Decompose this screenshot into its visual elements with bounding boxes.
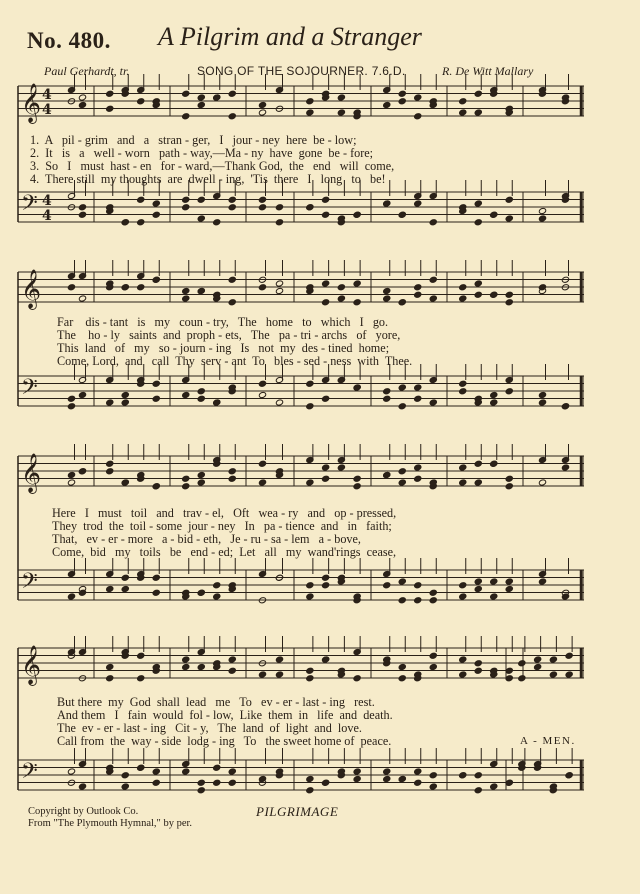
note-head — [152, 395, 160, 402]
note-head — [121, 399, 129, 406]
note-head — [474, 667, 482, 674]
copyright-line: Copyright by Outlook Co. — [28, 806, 139, 817]
note-head — [152, 768, 160, 775]
note-head — [474, 90, 482, 97]
note-head — [306, 775, 314, 782]
note-head — [505, 585, 513, 592]
note-head — [306, 675, 314, 682]
note-head — [353, 775, 361, 782]
note-head — [414, 464, 422, 471]
note-head — [414, 597, 422, 604]
note-head — [459, 380, 467, 387]
note-head — [429, 589, 437, 596]
note-head — [337, 284, 345, 291]
note-head — [505, 196, 513, 203]
note-head — [459, 479, 467, 486]
note-head — [275, 656, 283, 663]
note-head — [258, 391, 266, 398]
note-head — [137, 652, 145, 659]
note-head — [398, 597, 406, 604]
note-head — [322, 395, 330, 402]
time-signature: 4 — [42, 208, 52, 224]
note-head — [538, 215, 546, 222]
note-head — [383, 471, 391, 478]
note-head — [490, 211, 498, 218]
note-head — [152, 779, 160, 786]
note-head — [414, 113, 422, 120]
note-head — [106, 663, 114, 670]
note-head — [152, 589, 160, 596]
note-head — [538, 207, 546, 214]
note-head — [182, 391, 190, 398]
note-head — [474, 219, 482, 226]
note-head — [459, 98, 467, 105]
note-head — [121, 772, 129, 779]
note-head — [353, 384, 361, 391]
treble-clef-icon: 𝄞 — [21, 269, 42, 309]
note-head — [322, 574, 330, 581]
note-head — [337, 464, 345, 471]
note-head — [459, 388, 467, 395]
note-head — [490, 578, 498, 585]
note-head — [353, 211, 361, 218]
note-head — [490, 391, 498, 398]
note-head — [197, 196, 205, 203]
note-head — [121, 574, 129, 581]
note-head — [429, 295, 437, 302]
note-head — [459, 593, 467, 600]
treble-clef-icon: 𝄞 — [21, 645, 42, 685]
note-head — [398, 211, 406, 218]
note-head — [67, 479, 75, 486]
note-head — [197, 779, 205, 786]
note-head — [322, 475, 330, 482]
note-head — [197, 94, 205, 101]
tune-meter: SONG OF THE SOJOURNER. 7.6.D. — [197, 64, 406, 78]
note-head — [275, 280, 283, 287]
note-head — [459, 295, 467, 302]
note-head — [414, 200, 422, 207]
note-head — [322, 196, 330, 203]
note-head — [459, 772, 467, 779]
note-head — [78, 391, 86, 398]
note-head — [182, 656, 190, 663]
note-head — [337, 94, 345, 101]
clefs — [21, 83, 52, 789]
note-head — [152, 380, 160, 387]
note-head — [137, 196, 145, 203]
note-head — [322, 582, 330, 589]
note-head — [121, 585, 129, 592]
note-head — [228, 204, 236, 211]
note-head — [197, 471, 205, 478]
note-head — [474, 479, 482, 486]
note-head — [306, 593, 314, 600]
copyright-note — [28, 806, 192, 830]
note-head — [213, 593, 221, 600]
note-head — [353, 768, 361, 775]
note-head — [383, 200, 391, 207]
source-line: From "The Plymouth Hymnal," by per. — [28, 818, 193, 829]
bass-clef-icon: 𝄢 — [21, 191, 38, 221]
note-head — [322, 280, 330, 287]
note-head — [275, 671, 283, 678]
note-head — [474, 585, 482, 592]
verse-line: Call from the way - side lodg - ing To the sweet home of peace. — [57, 734, 392, 748]
note-head — [67, 395, 75, 402]
note-head — [414, 284, 422, 291]
note-head — [429, 276, 437, 283]
note-head — [383, 582, 391, 589]
note-head — [398, 479, 406, 486]
amen-label: A - MEN. — [520, 735, 576, 747]
note-head — [459, 109, 467, 116]
note-head — [383, 775, 391, 782]
note-head — [353, 483, 361, 490]
note-head — [197, 287, 205, 294]
note-head — [213, 399, 221, 406]
note-head — [337, 295, 345, 302]
note-head — [505, 578, 513, 585]
hymn-number: No. 480. — [27, 28, 111, 53]
note-head — [414, 384, 422, 391]
verse-line: 1. A pil - grim and a stran - ger, I jour - ney here be - low; — [30, 133, 357, 147]
tune-name: PILGRIMAGE — [256, 804, 339, 819]
note-head — [197, 479, 205, 486]
note-head — [429, 399, 437, 406]
note-head — [383, 388, 391, 395]
note-head — [106, 399, 114, 406]
note-head — [106, 460, 114, 467]
note-head — [275, 399, 283, 406]
note-head — [213, 582, 221, 589]
note-head — [549, 656, 557, 663]
note-head — [429, 652, 437, 659]
note-head — [322, 464, 330, 471]
note-head — [429, 783, 437, 790]
verse-line: Far dis - tant is my coun - try, The home to which I go. — [57, 315, 389, 329]
note-head — [182, 663, 190, 670]
hymn-title: A Pilgrim and a Stranger — [158, 22, 422, 51]
note-head — [106, 675, 114, 682]
note-head — [429, 772, 437, 779]
verse-line: Come, Lord, and call Thy serv - ant To bles - sed - ness with Thee. — [57, 354, 413, 368]
note-head — [474, 772, 482, 779]
verse-line: And them I fain would fol - low, Like them in life and death. — [57, 708, 393, 722]
note-head — [67, 471, 75, 478]
note-head — [459, 464, 467, 471]
bass-clef-icon: 𝄢 — [21, 759, 38, 789]
note-head — [213, 764, 221, 771]
note-head — [67, 768, 75, 775]
note-head — [414, 395, 422, 402]
note-head — [197, 215, 205, 222]
note-head — [152, 483, 160, 490]
note-head — [474, 280, 482, 287]
note-head — [78, 468, 86, 475]
note-head — [306, 479, 314, 486]
note-head — [106, 105, 114, 112]
note-head — [182, 768, 190, 775]
note-head — [306, 403, 314, 410]
note-head — [137, 675, 145, 682]
note-head — [459, 656, 467, 663]
note-head — [322, 779, 330, 786]
note-head — [490, 291, 498, 298]
verse-line: 2. It is a well - worn path - way,—Ma - ny have gone be - fore; — [30, 146, 374, 160]
note-head — [474, 200, 482, 207]
note-head — [228, 475, 236, 482]
note-head — [474, 109, 482, 116]
note-head — [258, 380, 266, 387]
note-head — [258, 196, 266, 203]
note-head — [534, 663, 542, 670]
note-head — [182, 475, 190, 482]
note-head — [121, 219, 129, 226]
note-head — [228, 113, 236, 120]
note-head — [152, 574, 160, 581]
note-head — [306, 204, 314, 211]
note-head — [459, 671, 467, 678]
bass-clef-icon: 𝄢 — [21, 569, 38, 599]
note-head — [518, 660, 526, 667]
note-head — [228, 656, 236, 663]
note-head — [258, 204, 266, 211]
note-head — [78, 94, 86, 101]
note-head — [353, 280, 361, 287]
note-head — [353, 675, 361, 682]
note-head — [78, 783, 86, 790]
note-head — [121, 284, 129, 291]
note-head — [182, 295, 190, 302]
note-head — [459, 284, 467, 291]
note-head — [67, 593, 75, 600]
verse-line: They trod the toil - some jour - ney In pa - tience and in faith; — [52, 519, 392, 533]
note-head — [565, 671, 573, 678]
note-head — [258, 671, 266, 678]
note-head — [67, 284, 75, 291]
note-head — [459, 582, 467, 589]
bass-clef-icon: 𝄢 — [21, 375, 38, 405]
note-head — [137, 764, 145, 771]
note-head — [414, 768, 422, 775]
note-head — [549, 671, 557, 678]
note-head — [353, 475, 361, 482]
note-head — [490, 399, 498, 406]
note-head — [414, 582, 422, 589]
note-head — [275, 219, 283, 226]
note-head — [398, 299, 406, 306]
note-head — [106, 90, 114, 97]
note-head — [322, 299, 330, 306]
note-head — [152, 211, 160, 218]
time-signature: 4 — [42, 102, 52, 118]
note-head — [398, 90, 406, 97]
note-head — [182, 204, 190, 211]
note-head — [561, 464, 569, 471]
note-head — [182, 113, 190, 120]
note-head — [182, 90, 190, 97]
verse-line: The ev - er - last - ing Cit - y, The land of light and love. — [57, 721, 362, 735]
note-head — [78, 204, 86, 211]
note-head — [182, 483, 190, 490]
note-head — [398, 578, 406, 585]
note-head — [197, 589, 205, 596]
note-head — [258, 284, 266, 291]
note-head — [429, 219, 437, 226]
note-head — [534, 656, 542, 663]
note-head — [353, 299, 361, 306]
note-head — [121, 479, 129, 486]
note-head — [474, 578, 482, 585]
note-head — [106, 585, 114, 592]
note-head — [228, 196, 236, 203]
note-head — [306, 380, 314, 387]
note-head — [213, 219, 221, 226]
note-head — [505, 475, 513, 482]
note-head — [306, 787, 314, 794]
note-head — [383, 101, 391, 108]
note-head — [67, 403, 75, 410]
treble-clef-icon: 𝄞 — [21, 83, 42, 123]
note-head — [228, 468, 236, 475]
note-head — [137, 98, 145, 105]
note-head — [518, 675, 526, 682]
note-head — [275, 287, 283, 294]
staff-lines — [18, 86, 584, 790]
note-head — [398, 663, 406, 670]
note-head — [398, 403, 406, 410]
note-head — [538, 391, 546, 398]
note-head — [106, 468, 114, 475]
note-head — [398, 675, 406, 682]
note-head — [414, 94, 422, 101]
note-head — [306, 109, 314, 116]
note-head — [152, 276, 160, 283]
note-head — [306, 98, 314, 105]
note-head — [538, 578, 546, 585]
verse-line: The ho - ly saints and proph - ets, The pa - tri - archs of yore, — [57, 328, 401, 342]
note-head — [213, 94, 221, 101]
note-head — [383, 287, 391, 294]
note-head — [258, 479, 266, 486]
note-head — [197, 101, 205, 108]
note-head — [414, 779, 422, 786]
note-head — [474, 660, 482, 667]
note-head — [429, 597, 437, 604]
verse-line: 4. There still my thoughts are dwell - ing, 'Tis there I long to be! — [30, 172, 386, 186]
note-head — [258, 101, 266, 108]
author-credit: Paul Gerhardt, tr. — [44, 64, 130, 78]
note-head — [414, 291, 422, 298]
note-head — [78, 211, 86, 218]
note-head — [121, 783, 129, 790]
note-head — [152, 200, 160, 207]
note-head — [228, 276, 236, 283]
note-head — [398, 468, 406, 475]
note-head — [383, 395, 391, 402]
note-head — [429, 663, 437, 670]
note-head — [197, 663, 205, 670]
note-head — [490, 783, 498, 790]
note-head — [137, 284, 145, 291]
note-head — [228, 667, 236, 674]
note-head — [565, 772, 573, 779]
note-head — [505, 299, 513, 306]
note-head — [228, 90, 236, 97]
note-head — [474, 291, 482, 298]
note-head — [565, 652, 573, 659]
note-head — [228, 299, 236, 306]
note-head — [228, 768, 236, 775]
note-head — [322, 656, 330, 663]
note-head — [197, 787, 205, 794]
verse-line: 3. So I must hast - en for - ward,—Thank God, the end will come, — [30, 159, 395, 173]
note-head — [398, 775, 406, 782]
note-head — [337, 109, 345, 116]
note-head — [213, 779, 221, 786]
note-head — [275, 204, 283, 211]
note-head — [474, 787, 482, 794]
verse-line: This land of my so - journ - ing Is not my des - tined home; — [57, 341, 390, 355]
note-head — [258, 460, 266, 467]
note-head — [505, 483, 513, 490]
note-head — [197, 388, 205, 395]
verse-line: Here I must toil and trav - el, Oft wea - ry and op - pressed, — [52, 506, 397, 520]
note-head — [505, 388, 513, 395]
note-head — [505, 291, 513, 298]
note-head — [78, 101, 86, 108]
note-head — [538, 479, 546, 486]
treble-clef-icon: 𝄞 — [21, 453, 42, 493]
note-head — [182, 196, 190, 203]
note-head — [383, 295, 391, 302]
verse-line: Come, bid my toils be end - ed; Let all my wand'rings cease, — [52, 545, 397, 559]
note-head — [414, 475, 422, 482]
note-head — [490, 460, 498, 467]
note-head — [197, 395, 205, 402]
note-head — [398, 98, 406, 105]
note-head — [121, 391, 129, 398]
note-head — [398, 384, 406, 391]
composer-credit: R. De Witt Mallary — [442, 64, 534, 78]
note-head — [383, 768, 391, 775]
note-head — [322, 211, 330, 218]
note-head — [306, 582, 314, 589]
note-head — [538, 399, 546, 406]
verse-line: That, ev - er - more a - bid - eth, Je - ru - sa - lem a - bove, — [52, 532, 361, 546]
note-head — [490, 593, 498, 600]
verse-line: But there my God shall lead me To ev - er - last - ing rest. — [57, 695, 375, 709]
note-head — [182, 287, 190, 294]
time-signature: 4 — [42, 193, 52, 209]
note-head — [228, 779, 236, 786]
note-head — [505, 215, 513, 222]
time-signature: 4 — [42, 87, 52, 103]
note-head — [474, 460, 482, 467]
note-head — [78, 295, 86, 302]
note-head — [258, 109, 266, 116]
note-head — [137, 219, 145, 226]
note-head — [306, 667, 314, 674]
